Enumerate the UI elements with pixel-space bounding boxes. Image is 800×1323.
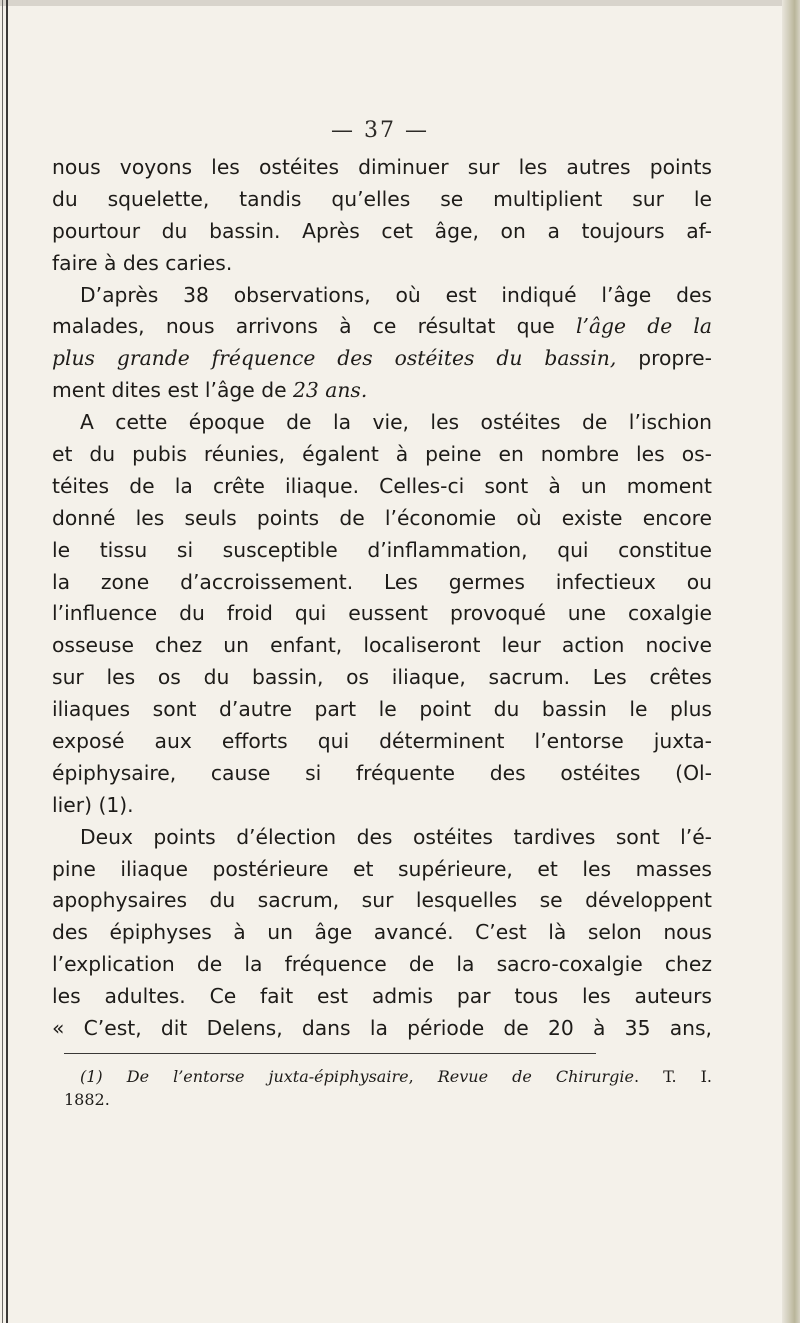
text-line: l’influence du froid qui eussent provoqué une coxalgie — [52, 601, 712, 626]
footnote-title: l’entorse juxta-épiphysaire — [173, 1067, 409, 1086]
text-line: la zone d’accroissement. Les germes infectieux ou — [52, 569, 712, 594]
text-run: propre- — [638, 346, 712, 371]
text-line: « C’est, dit Delens, dans la période de 20 à 35 ans, — [52, 1016, 712, 1041]
text-line: des épiphyses à un âge avancé. C’est là selon nous — [52, 920, 712, 945]
scan-edge-top — [0, 0, 800, 6]
italic-run: l’âge de la — [576, 314, 713, 339]
footnote — [64, 1065, 712, 1111]
scan-edge-left — [6, 0, 8, 1323]
text-line: téites de la crête iliaque. Celles-ci sont à un moment — [52, 473, 712, 498]
text-line — [52, 375, 712, 407]
page-number: — 37 — — [331, 118, 429, 143]
text-line: pourtour du bassin. Après cet âge, on a toujours af- — [52, 218, 712, 243]
text-line: nous voyons les ostéites diminuer sur les autres points — [52, 155, 712, 179]
footnote-year: 1882. — [64, 1090, 110, 1109]
scan-edge-left-outer — [2, 0, 3, 1323]
text-line: le tissu si susceptible d’inflammation, qui constitue — [52, 537, 712, 562]
text-line: du squelette, tandis qu’elles se multiplient sur le — [52, 186, 712, 211]
footnote-rule — [64, 1053, 596, 1054]
text-line: l’explication de la fréquence de la sacro-coxalgie chez — [52, 952, 712, 977]
text-line: osseuse chez un enfant, localiseront leur action nocive — [52, 633, 712, 658]
italic-run: plus grande fréquence des ostéites du bassin, — [52, 346, 617, 371]
text-line: donné les seuls points de l’économie où existe encore — [52, 505, 712, 530]
footnote-journal: Revue de Chirurgie — [437, 1067, 634, 1086]
italic-run: 23 ans. — [293, 378, 368, 403]
text-line: sur les os du bassin, os iliaque, sacrum. Les crêtes — [52, 665, 712, 690]
text-line: exposé aux efforts qui déterminent l’entorse juxta- — [52, 729, 712, 754]
text-line: faire à des caries. — [52, 250, 233, 275]
footnote-marker: (1) — [80, 1067, 103, 1086]
text-line: les adultes. Ce fait est admis par tous les auteurs — [52, 984, 712, 1009]
text-run: malades, nous arrivons à ce résultat que — [52, 314, 555, 339]
text-line: D’après 38 observations, où est indiqué l’âge des — [80, 282, 712, 307]
text-line — [52, 343, 712, 375]
text-line: iliaques sont d’autre part le point du bassin le plus — [52, 697, 712, 722]
footnote-line — [80, 1065, 712, 1088]
body-text — [52, 152, 712, 1045]
text-line: pine iliaque postérieure et supérieure, et les masses — [52, 856, 712, 881]
scan-edge-right — [782, 0, 800, 1323]
text-line: Deux points d’élection des ostéites tardives sont l’é- — [80, 824, 712, 849]
text-line: et du pubis réunies, égalent à peine en nombre les os- — [52, 442, 712, 467]
text-line: lier) (1). — [52, 792, 134, 817]
footnote-separator: , — [408, 1067, 414, 1086]
text-line: A cette époque de la vie, les ostéites de l’ischion — [80, 410, 712, 435]
text-line: apophysaires du sacrum, sur lesquelles se développent — [52, 888, 712, 913]
footnote-prefix: De — [126, 1067, 150, 1086]
text-line — [52, 311, 712, 343]
footnote-volume: . T. I. — [633, 1067, 712, 1086]
text-run: ment dites est l’âge de — [52, 378, 287, 403]
text-line: épiphysaire, cause si fréquente des ostéites (Ol- — [52, 760, 712, 785]
